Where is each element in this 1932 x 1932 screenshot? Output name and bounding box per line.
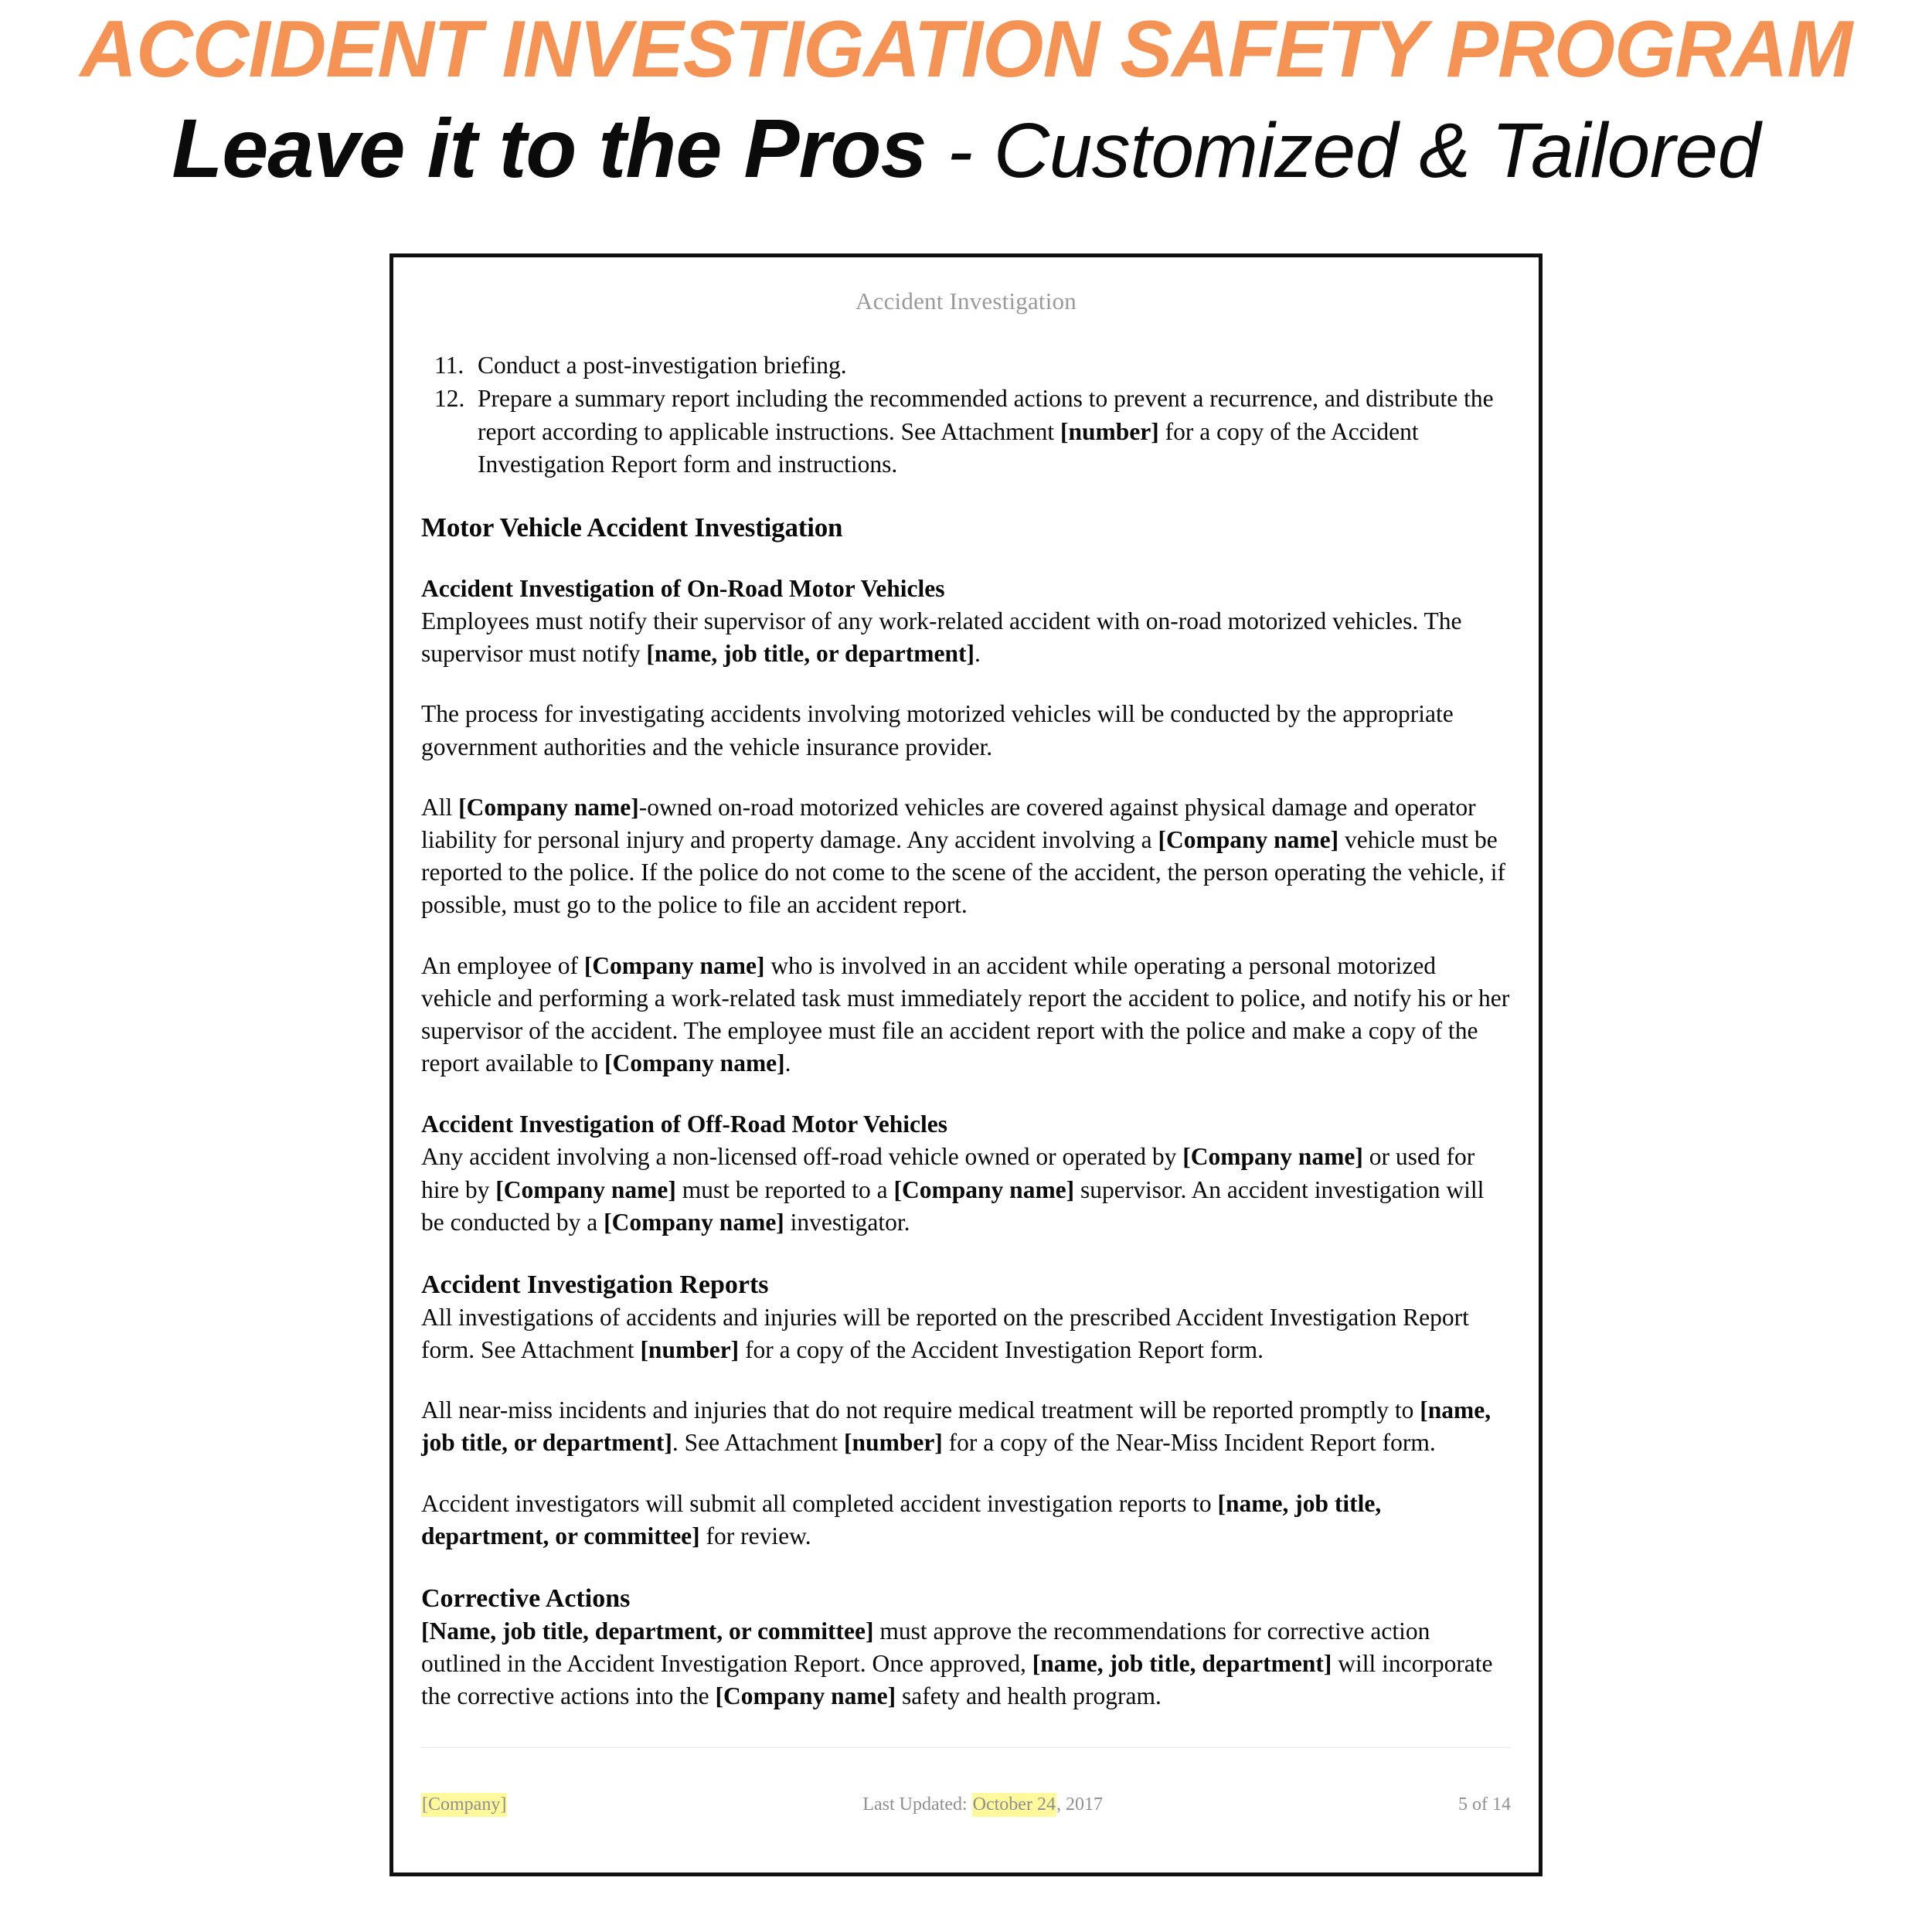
placeholder-token: [Company name]: [715, 1682, 896, 1710]
placeholder-token: [number]: [1060, 417, 1159, 445]
paragraph-text: . See Attachment: [672, 1429, 845, 1457]
placeholder-token: [Name, job title, department, or committee]: [421, 1617, 874, 1645]
placeholder-token: [name, job title, department, or committee]: [421, 1489, 1382, 1549]
list-item-text-after: for a copy of the Accident Investigation Report form and instructions.: [478, 417, 1419, 478]
paragraph-investigation-process: The process for investigating accidents involving motorized vehicles will be conducted by the appropriate government authorities and the vehicle insurance provider.: [421, 700, 1454, 760]
footer-last-updated-date: October 24: [972, 1793, 1056, 1817]
footer-divider: [421, 1747, 1511, 1748]
program-title: ACCIDENT INVESTIGATION SAFETY PROGRAM: [80, 5, 1852, 94]
document-body: [421, 349, 1511, 1713]
paragraph-company-owned-vehicles: [421, 791, 1511, 922]
paragraph-text: -owned on-road motorized vehicles are covered against physical damage and operator liability for personal injury and property damage. Any accident involving a: [421, 793, 1476, 853]
list-item: [421, 349, 1511, 382]
paragraph-text: must be reported to a: [675, 1175, 894, 1203]
placeholder-token: [Company name]: [583, 951, 765, 979]
paragraph-offroad-accident: [421, 1141, 1511, 1239]
placeholder-token: [Company name]: [604, 1208, 784, 1236]
paragraph-text: for a copy of the Accident Investigation Report form.: [739, 1335, 1264, 1363]
placeholder-token: [name, job title, or department]: [646, 640, 975, 668]
footer-last-updated-label: Last Updated:: [862, 1794, 972, 1815]
list-item-number: 11.: [434, 352, 464, 379]
footer-page-number: 5 of 14: [1458, 1794, 1511, 1815]
paragraph-text: An employee of: [421, 951, 584, 979]
subtitle-strong: Leave it to the Pros: [172, 101, 927, 195]
paragraph-text: .: [974, 640, 981, 668]
paragraph-text: All near-miss incidents and injuries that do not require medical treatment will be reported promptly to: [421, 1396, 1420, 1424]
paragraph-text: or used for hire by: [421, 1143, 1475, 1203]
placeholder-token: [Company name]: [604, 1049, 785, 1077]
paragraph-text: safety and health program.: [896, 1682, 1162, 1710]
paragraph-report-form: [421, 1301, 1511, 1366]
paragraph-text: Accident investigators will submit all completed accident investigation reports to: [421, 1489, 1218, 1517]
heading-accident-investigation-reports: Accident Investigation Reports: [421, 1270, 769, 1299]
list-item-number: 12.: [434, 385, 465, 413]
paragraph-personal-vehicle: [421, 950, 1511, 1080]
heading-offroad-motor-vehicles: Accident Investigation of Off-Road Motor Vehicles: [421, 1111, 947, 1138]
document-sheet: [389, 253, 1543, 1876]
placeholder-token: [Company name]: [1158, 825, 1339, 853]
footer-company: [421, 1794, 507, 1816]
numbered-procedure-list: [421, 349, 1511, 481]
placeholder-token: [Company name]: [1182, 1143, 1363, 1171]
placeholder-token: [number]: [640, 1335, 740, 1363]
placeholder-token: [Company name]: [458, 793, 639, 821]
document-content: [393, 257, 1539, 1872]
paragraph-text: Employees must notify their supervisor of any work-related accident with on-road motorized vehicles. The supervisor must notify: [421, 607, 1462, 668]
subtitle-light: - Customized & Tailored: [926, 107, 1760, 194]
placeholder-token: [name, job title, department]: [1032, 1649, 1332, 1677]
footer-company-placeholder: [Company]: [421, 1793, 507, 1817]
paragraph-onroad-notify: [421, 605, 1511, 670]
heading-motor-vehicle-accident-investigation: Motor Vehicle Accident Investigation: [421, 512, 843, 543]
placeholder-token: [number]: [844, 1429, 943, 1457]
footer-last-updated-year: , 2017: [1056, 1794, 1103, 1815]
paragraph-text: for a copy of the Near-Miss Incident Report form.: [942, 1429, 1436, 1457]
heading-corrective-actions: Corrective Actions: [421, 1583, 631, 1613]
paragraph-text: who is involved in an accident while operating a personal motorized vehicle and performing a work-related task must immediately report the accident to police, and notify his or her supervisor of the accident. The employee must file an accident report with the police and make a copy of the report available to: [421, 951, 1510, 1077]
paragraph-text: vehicle must be reported to the police. If the police do not come to the scene of the accident, the person operating the vehicle, if possible, must go to the police to file an accident report.: [421, 825, 1505, 919]
paragraph-text: will incorporate the corrective actions into the: [421, 1649, 1493, 1710]
list-item-text: Conduct a post-investigation briefing.: [478, 352, 847, 379]
paragraph-text: supervisor. An accident investigation will be conducted by a: [421, 1175, 1485, 1236]
footer-last-updated: [507, 1794, 1458, 1816]
paragraph-text: .: [784, 1049, 791, 1077]
paragraph-submit-reports: [421, 1488, 1511, 1553]
paragraph-near-miss: [421, 1394, 1511, 1459]
document-running-header: Accident Investigation: [855, 287, 1077, 315]
paragraph-text: Any accident involving a non-licensed off-road vehicle owned or operated by: [421, 1143, 1183, 1171]
paragraph-text: All: [421, 793, 459, 821]
paragraph-text: investigator.: [784, 1208, 910, 1236]
paragraph-text: for review.: [699, 1522, 811, 1549]
placeholder-token: [name, job title, or department]: [421, 1396, 1492, 1457]
placeholder-token: [Company name]: [495, 1175, 676, 1203]
list-item: [421, 383, 1511, 481]
program-subtitle: [0, 90, 1932, 195]
heading-onroad-motor-vehicles: Accident Investigation of On-Road Motor Vehicles: [421, 575, 945, 602]
list-item-text-before: Prepare a summary report including the recommended actions to prevent a recurrence, and distribute the report according to applicable instructions. See Attachment: [478, 385, 1494, 445]
paragraph-text: All investigations of accidents and injuries will be reported on the prescribed Accident Investigation Report form. See Attachment: [421, 1303, 1469, 1363]
paragraph-text: must approve the recommendations for corrective action outlined in the Accident Investigation Report. Once approved,: [421, 1617, 1430, 1677]
paragraph-corrective-actions: [421, 1615, 1511, 1713]
document-page-preview: [389, 253, 1543, 1876]
document-footer: [421, 1794, 1511, 1829]
placeholder-token: [Company name]: [893, 1175, 1075, 1203]
program-banner: [0, 0, 1932, 195]
